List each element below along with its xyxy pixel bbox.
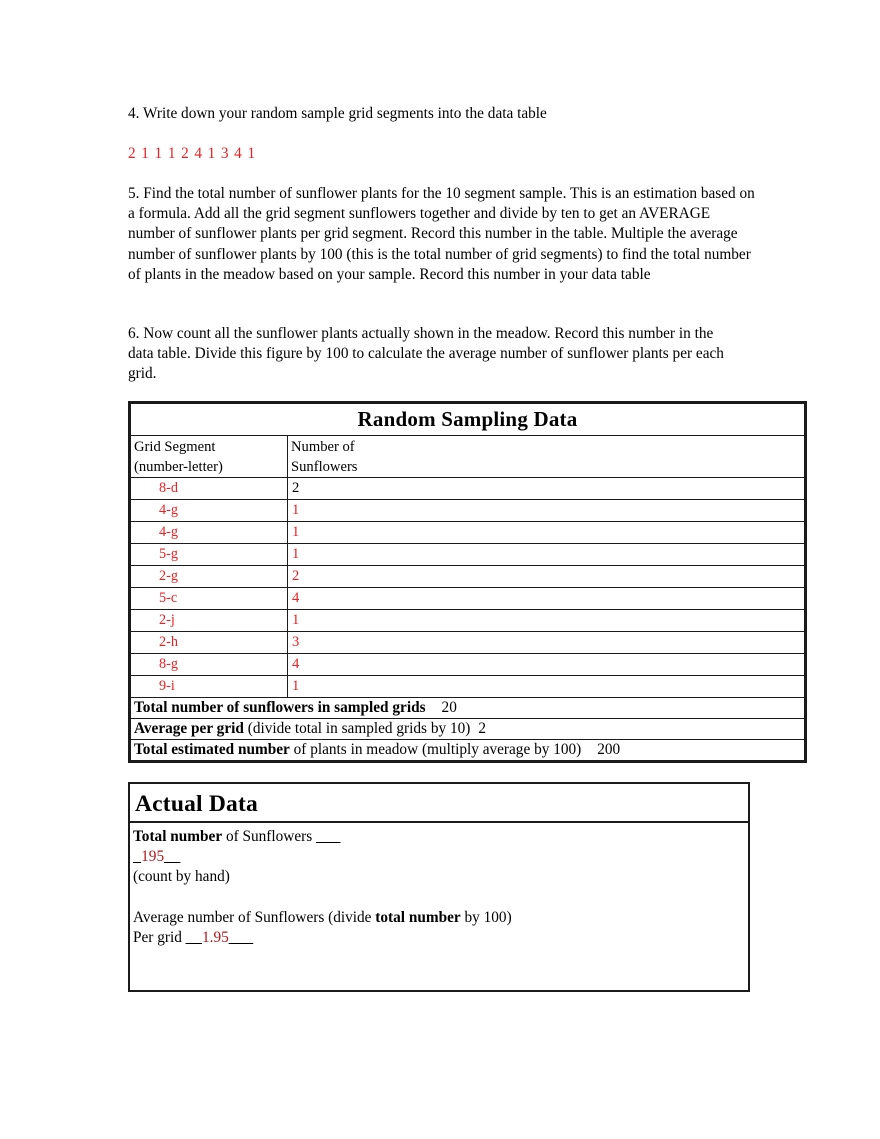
- column-header-number-line2: Sunflowers: [291, 459, 358, 475]
- sunflower-count-value: 3: [288, 632, 805, 654]
- column-header-number-of-sunflowers: [288, 436, 805, 478]
- random-sampling-data-table: [128, 401, 807, 763]
- summary-total-label: Total number of sunflowers in sampled grids: [134, 699, 426, 716]
- table-row: [131, 478, 805, 500]
- table-title-row: [131, 404, 805, 436]
- actual-data-box: [128, 782, 750, 992]
- grid-segment-value: 2-h: [131, 632, 288, 654]
- sunflower-count-value: 1: [288, 500, 805, 522]
- student-random-sequence: 2 1 1 1 2 4 1 3 4 1: [128, 145, 257, 162]
- table-row: [131, 566, 805, 588]
- sunflower-count-value: 2: [288, 566, 805, 588]
- column-header-grid-segment-line1: Grid Segment: [134, 439, 216, 455]
- table-title: Random Sampling Data: [131, 404, 805, 436]
- summary-average-note: (divide total in sampled grids by 10): [247, 720, 471, 737]
- actual-average-prefix: Average number of Sunflowers (divide: [133, 908, 372, 926]
- actual-per-grid-blank-before: __: [185, 928, 202, 946]
- actual-total-prefix-blank: _: [133, 848, 142, 866]
- sunflower-count-value: 1: [288, 544, 805, 566]
- column-header-number-line1: Number of: [291, 439, 355, 455]
- summary-total-value: 20: [441, 699, 457, 716]
- grid-segment-value: 5-c: [131, 588, 288, 610]
- grid-segment-value: 9-i: [131, 676, 288, 698]
- table-row: [131, 522, 805, 544]
- summary-estimated-label: Total estimated number: [134, 741, 290, 758]
- table-row: [131, 588, 805, 610]
- table-row: [131, 610, 805, 632]
- actual-average-line: [133, 908, 748, 928]
- table-row: [131, 654, 805, 676]
- summary-average-label: Average per grid: [134, 720, 244, 737]
- summary-estimated-value: 200: [597, 741, 621, 758]
- summary-estimated-note: of plants in meadow (multiply average by 100): [293, 741, 582, 758]
- actual-total-value-line: [133, 847, 748, 867]
- actual-data-heading: Actual Data: [130, 784, 748, 823]
- table-row: [131, 676, 805, 698]
- actual-total-value: 195: [141, 848, 165, 866]
- table-header-row: [131, 436, 805, 478]
- actual-total-label-rest: of Sunflowers: [225, 828, 313, 845]
- table-row: [131, 500, 805, 522]
- sunflower-count-value: 1: [288, 610, 805, 632]
- actual-per-grid-value: 1.95: [201, 928, 229, 946]
- actual-data-body: [130, 823, 748, 990]
- sunflower-count-value: 2: [288, 478, 805, 500]
- actual-per-grid-label: Per grid: [133, 928, 182, 946]
- actual-total-blank: ___: [316, 828, 341, 845]
- summary-row-average: [131, 719, 805, 740]
- grid-segment-value: 8-d: [131, 478, 288, 500]
- actual-per-grid-blank-after: ___: [228, 928, 254, 946]
- sunflower-count-value: 1: [288, 522, 805, 544]
- column-header-grid-segment-line2: (number-letter): [134, 459, 223, 475]
- grid-segment-value: 5-g: [131, 544, 288, 566]
- table-row: [131, 544, 805, 566]
- table-row: [131, 632, 805, 654]
- actual-total-label: Total number: [133, 828, 223, 845]
- summary-row-total: [131, 698, 805, 719]
- grid-segment-value: 4-g: [131, 522, 288, 544]
- actual-average-suffix: by 100): [464, 908, 512, 926]
- actual-total-suffix-blank: __: [164, 848, 181, 866]
- summary-average-value: 2: [478, 720, 486, 737]
- sunflower-count-value: 4: [288, 588, 805, 610]
- summary-estimated-cell: [131, 740, 805, 761]
- actual-count-note: (count by hand): [133, 868, 230, 886]
- grid-segment-value: 2-g: [131, 566, 288, 588]
- instruction-step-4: 4. Write down your random sample grid segments into the data table: [128, 105, 547, 122]
- summary-average-cell: [131, 719, 805, 740]
- column-header-grid-segment: [131, 436, 288, 478]
- summary-row-estimated: [131, 740, 805, 761]
- spacer: [133, 888, 748, 908]
- grid-segment-value: 2-j: [131, 610, 288, 632]
- instruction-step-5: 5. Find the total number of sunflower plants for the 10 segment sample. This is an estimation based on a formula. Add all the grid segment sunflowers together and divide by ten to get an AVERAGE number of sunflower plants per grid segment. Record this number in the table. Multiple the average number of sunflower plants by 100 (this is the total number of grid segments) to find the total number of plants in the meadow based on your sample. Record this number in your data table: [128, 185, 755, 283]
- instruction-step-6: 6. Now count all the sunflower plants actually shown in the meadow. Record this number in the data table. Divide this figure by 100 to calculate the average number of sunflower plants per each grid.: [128, 325, 724, 383]
- grid-segment-value: 4-g: [131, 500, 288, 522]
- sunflower-count-value: 1: [288, 676, 805, 698]
- actual-per-grid-line: [133, 928, 748, 948]
- summary-total-cell: [131, 698, 805, 719]
- grid-segment-value: 8-g: [131, 654, 288, 676]
- actual-average-bold: total number: [375, 908, 461, 926]
- sunflower-count-value: 4: [288, 654, 805, 676]
- actual-total-line: [133, 827, 748, 847]
